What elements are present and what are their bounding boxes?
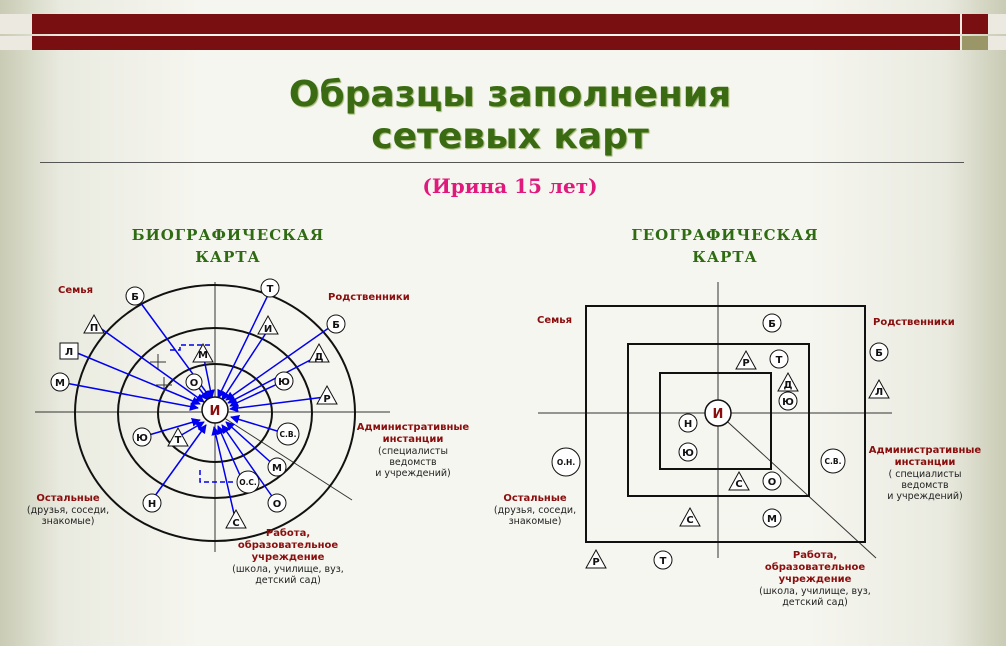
bio-label-work-3: учреждение [251, 552, 325, 563]
bio-node-n-label: Н [147, 499, 157, 510]
bio-label-admin-1: Административные [356, 422, 470, 433]
bio-label-others-2: (друзья, соседи, [26, 505, 110, 516]
bio-node-o1-label: О [189, 378, 199, 389]
bio-node-m3-label: М [272, 463, 282, 474]
title-line-2: сетевых карт [371, 116, 649, 157]
bio-label-others-3: знакомые) [41, 516, 95, 527]
bio-label-work-5: детский сад) [255, 575, 321, 586]
geo-label-others-3: знакомые) [508, 516, 562, 527]
bio-node-b1-label: Б [131, 292, 139, 303]
biographic-map [27, 226, 470, 586]
geo-label-admin-2: инстанции [894, 457, 956, 468]
geo-node-t2-label: Т [659, 556, 667, 567]
geo-node-b2-label: Б [875, 348, 883, 359]
geo-label-admin-3: ( специалисты [888, 469, 962, 480]
bio-header-1: БИОГРАФИЧЕСКАЯ [131, 226, 325, 244]
bio-cross-1 [150, 354, 166, 370]
bio-label-work-4: (школа, училище, вуз, [232, 564, 344, 575]
geo-node-sv-label: С.В. [824, 457, 842, 466]
bio-node-yu1-label: Ю [278, 377, 290, 388]
geo-node-m-label: М [767, 514, 777, 525]
geo-node-l-label: Л [874, 387, 884, 398]
geo-label-work-4: (школа, училище, вуз, [759, 586, 871, 597]
geo-node-yu2-label: Ю [682, 448, 694, 459]
bio-label-family: Семья [58, 285, 94, 296]
bio-label-admin-4: ведомств [389, 457, 437, 468]
bio-dashed-link-bottom [200, 470, 236, 482]
geo-label-work-5: детский сад) [782, 597, 848, 608]
bio-node-b2-label: Б [332, 320, 340, 331]
bio-node-yu2-label: Ю [136, 433, 148, 444]
title-line-1: Образцы заполнения [288, 74, 732, 115]
bio-label-admin-2: инстанции [382, 434, 444, 445]
geo-node-r1-label: Р [742, 358, 750, 369]
bio-node-o2-label: О [272, 499, 282, 510]
geo-node-on-label: О.Н. [556, 458, 576, 467]
geo-label-others-2: (друзья, соседи, [493, 505, 577, 516]
geo-header-2: КАРТА [692, 248, 758, 266]
geo-node-n-label: Н [683, 419, 693, 430]
geo-label-relatives: Родственники [873, 317, 955, 328]
bio-node-m1-label: М [55, 378, 65, 389]
bio-node-t1-label: Т [266, 284, 274, 295]
subtitle: (Ирина 15 лет) [422, 174, 598, 198]
geo-label-work-1: Работа, [792, 550, 838, 561]
geo-label-others-1: Остальные [503, 493, 567, 504]
geo-node-t1-label: Т [775, 355, 783, 366]
bio-node-p-label: П [89, 323, 99, 334]
geographic-map [494, 226, 982, 608]
geo-node-yu1-label: Ю [782, 397, 794, 408]
geo-nodes [552, 314, 889, 569]
bio-node-l-label: Л [64, 347, 74, 358]
bio-node-os-label: О.С. [239, 478, 257, 487]
bio-label-admin-5: и учреждений) [375, 468, 451, 479]
geo-label-admin-1: Административные [868, 445, 982, 456]
geo-label-admin-5: и учреждений) [887, 491, 963, 502]
geo-node-o-label: О [767, 477, 777, 488]
bio-label-work-1: Работа, [265, 528, 311, 539]
bio-node-m2-label: М [198, 350, 208, 361]
bio-node-sv-label: С.В. [279, 430, 297, 439]
geo-node-s1-label: С [735, 479, 743, 490]
bio-header-2: КАРТА [195, 248, 261, 266]
bio-node-s-label: С [232, 518, 240, 529]
bio-node-t2-label: Т [174, 435, 182, 446]
bio-label-relatives: Родственники [328, 292, 410, 303]
geo-node-b1-label: Б [768, 319, 776, 330]
geo-node-r2-label: Р [592, 557, 600, 568]
bio-center-label: И [209, 404, 221, 419]
bio-label-admin-3: (специалисты [378, 446, 448, 457]
geo-node-s2-label: С [686, 515, 694, 526]
geo-label-work-2: образовательное [764, 562, 866, 573]
bio-nodes [51, 279, 345, 529]
bio-node-i-label: И [263, 324, 273, 335]
geo-node-d-label: Д [783, 380, 793, 391]
bio-label-others-1: Остальные [36, 493, 100, 504]
bio-node-d-label: Д [314, 352, 324, 363]
geo-label-family: Семья [537, 315, 573, 326]
geo-label-work-3: учреждение [778, 574, 852, 585]
geo-center-label: И [712, 407, 724, 422]
geo-header-1: ГЕОГРАФИЧЕСКАЯ [631, 226, 819, 244]
bio-label-work-2: образовательное [237, 540, 339, 551]
bio-node-r-label: Р [323, 394, 331, 405]
geo-label-admin-4: ведомств [901, 480, 949, 491]
